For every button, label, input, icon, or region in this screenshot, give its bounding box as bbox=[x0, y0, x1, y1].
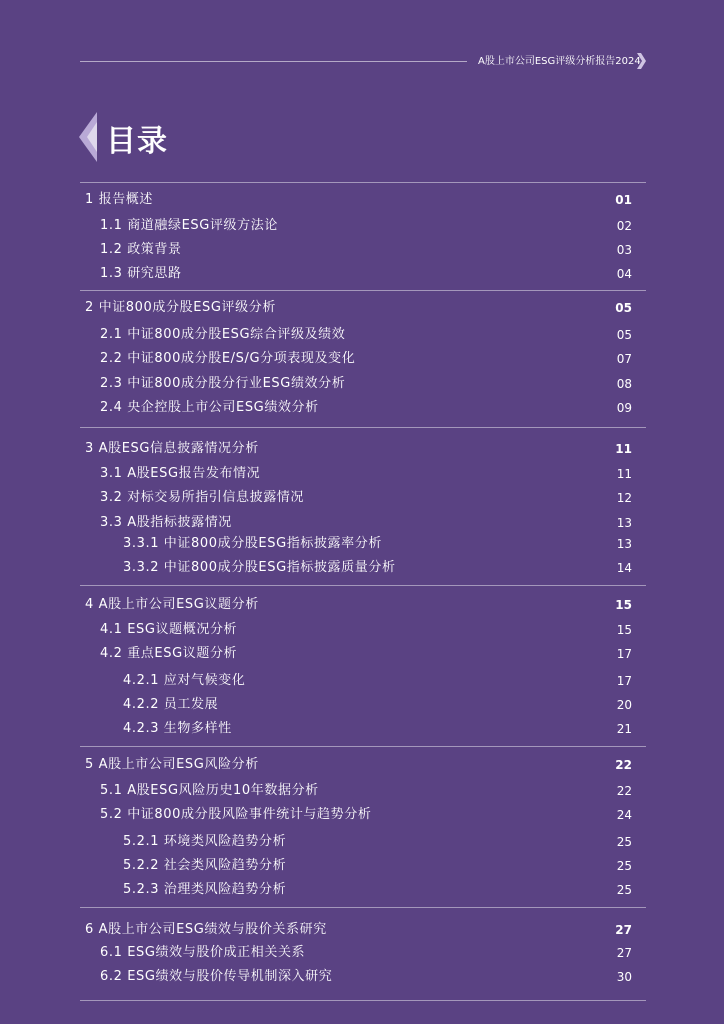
divider bbox=[80, 907, 646, 908]
toc-label: 5.2.2 社会类风险趋势分析 bbox=[123, 858, 287, 873]
toc-page-number: 03 bbox=[616, 243, 632, 257]
toc-label: 4.2.2 员工发展 bbox=[123, 697, 219, 712]
toc-label: 3.1 A股ESG报告发布情况 bbox=[100, 466, 261, 481]
toc-label: 5.2 中证800成分股风险事件统计与趋势分析 bbox=[100, 807, 372, 822]
toc-page-number: 05 bbox=[616, 328, 632, 342]
divider bbox=[80, 585, 646, 586]
toc-page-number: 25 bbox=[616, 883, 632, 897]
toc-item-1-2[interactable] bbox=[80, 240, 646, 260]
toc-label: 4.2.1 应对气候变化 bbox=[123, 673, 246, 688]
toc-item-2-4[interactable] bbox=[80, 398, 646, 418]
divider bbox=[80, 1000, 646, 1001]
toc-label: 3.3.2 中证800成分股ESG指标披露质量分析 bbox=[123, 560, 396, 575]
table-of-contents bbox=[80, 0, 646, 1024]
toc-item-3-3-1[interactable] bbox=[80, 534, 646, 554]
toc-item-2-2[interactable] bbox=[80, 349, 646, 369]
divider bbox=[80, 182, 646, 183]
toc-item-1-3[interactable] bbox=[80, 264, 646, 284]
toc-page-number: 14 bbox=[616, 561, 632, 575]
toc-label: 3.3.1 中证800成分股ESG指标披露率分析 bbox=[123, 536, 382, 551]
toc-page-number: 15 bbox=[616, 623, 632, 637]
toc-item-5-1[interactable] bbox=[80, 781, 646, 801]
toc-label: 2.4 央企控股上市公司ESG绩效分析 bbox=[100, 400, 319, 415]
toc-section-4[interactable] bbox=[80, 595, 646, 615]
toc-item-2-1[interactable] bbox=[80, 325, 646, 345]
toc-label: 3 A股ESG信息披露情况分析 bbox=[85, 441, 259, 456]
toc-item-5-2-2[interactable] bbox=[80, 856, 646, 876]
toc-page-number: 20 bbox=[616, 698, 632, 712]
toc-page-number: 22 bbox=[615, 758, 632, 772]
toc-label: 3.2 对标交易所指引信息披露情况 bbox=[100, 490, 305, 505]
toc-page-number: 07 bbox=[616, 352, 632, 366]
toc-label: 4.2 重点ESG议题分析 bbox=[100, 646, 238, 661]
divider bbox=[80, 427, 646, 428]
toc-label: 1.3 研究思路 bbox=[100, 266, 182, 281]
toc-label: 6 A股上市公司ESG绩效与股价关系研究 bbox=[85, 922, 327, 937]
report-title: A股上市公司ESG评级分析报告2024 bbox=[478, 56, 641, 67]
toc-item-1-1[interactable] bbox=[80, 216, 646, 236]
toc-page-number: 25 bbox=[616, 835, 632, 849]
toc-label: 2.2 中证800成分股E/S/G分项表现及变化 bbox=[100, 351, 356, 366]
divider bbox=[80, 746, 646, 747]
toc-section-6[interactable] bbox=[80, 920, 646, 940]
toc-page-number: 11 bbox=[616, 467, 632, 481]
toc-page-number: 30 bbox=[616, 970, 632, 984]
toc-label: 5.2.3 治理类风险趋势分析 bbox=[123, 882, 287, 897]
toc-item-3-3[interactable] bbox=[80, 513, 646, 533]
toc-section-1[interactable] bbox=[80, 190, 646, 210]
toc-page-number: 12 bbox=[616, 491, 632, 505]
toc-item-6-2[interactable] bbox=[80, 967, 646, 987]
toc-page-number: 27 bbox=[615, 923, 632, 937]
toc-item-4-2-1[interactable] bbox=[80, 671, 646, 691]
toc-section-2[interactable] bbox=[80, 298, 646, 318]
toc-page-number: 22 bbox=[616, 784, 632, 798]
page-title: 目录 bbox=[106, 124, 168, 159]
toc-page-number: 25 bbox=[616, 859, 632, 873]
toc-label: 5.2.1 环境类风险趋势分析 bbox=[123, 834, 287, 849]
toc-label: 5 A股上市公司ESG风险分析 bbox=[85, 757, 259, 772]
toc-page-number: 08 bbox=[616, 377, 632, 391]
toc-item-3-2[interactable] bbox=[80, 488, 646, 508]
toc-page-number: 24 bbox=[616, 808, 632, 822]
toc-item-6-1[interactable] bbox=[80, 943, 646, 963]
toc-page-number: 05 bbox=[615, 301, 632, 315]
toc-page-number: 13 bbox=[616, 516, 632, 530]
toc-label: 2.3 中证800成分股分行业ESG绩效分析 bbox=[100, 376, 346, 391]
toc-page-number: 15 bbox=[615, 598, 632, 612]
divider bbox=[80, 290, 646, 291]
toc-page-number: 17 bbox=[616, 674, 632, 688]
toc-item-4-2-2[interactable] bbox=[80, 695, 646, 715]
toc-label: 1.1 商道融绿ESG评级方法论 bbox=[100, 218, 278, 233]
toc-page-number: 04 bbox=[616, 267, 632, 281]
toc-page-number: 11 bbox=[615, 442, 632, 456]
toc-item-4-2[interactable] bbox=[80, 644, 646, 664]
toc-item-3-3-2[interactable] bbox=[80, 558, 646, 578]
toc-label: 1.2 政策背景 bbox=[100, 242, 182, 257]
toc-page-number: 21 bbox=[616, 722, 632, 736]
toc-label: 4 A股上市公司ESG议题分析 bbox=[85, 597, 259, 612]
toc-label: 6.2 ESG绩效与股价传导机制深入研究 bbox=[100, 969, 333, 984]
toc-label: 1 报告概述 bbox=[85, 192, 154, 207]
toc-label: 6.1 ESG绩效与股价成正相关关系 bbox=[100, 945, 306, 960]
toc-item-5-2-1[interactable] bbox=[80, 832, 646, 852]
toc-page-number: 01 bbox=[615, 193, 632, 207]
toc-item-5-2-3[interactable] bbox=[80, 880, 646, 900]
toc-label: 4.1 ESG议题概况分析 bbox=[100, 622, 238, 637]
toc-label: 2.1 中证800成分股ESG综合评级及绩效 bbox=[100, 327, 346, 342]
toc-item-4-2-3[interactable] bbox=[80, 719, 646, 739]
toc-page-number: 02 bbox=[616, 219, 632, 233]
toc-page-number: 13 bbox=[616, 537, 632, 551]
toc-label: 3.3 A股指标披露情况 bbox=[100, 515, 232, 530]
toc-page-number: 17 bbox=[616, 647, 632, 661]
toc-section-5[interactable] bbox=[80, 755, 646, 775]
toc-section-3[interactable] bbox=[80, 439, 646, 459]
toc-page-number: 27 bbox=[616, 946, 632, 960]
toc-item-5-2[interactable] bbox=[80, 805, 646, 825]
toc-item-2-3[interactable] bbox=[80, 374, 646, 394]
toc-label: 2 中证800成分股ESG评级分析 bbox=[85, 300, 276, 315]
toc-item-4-1[interactable] bbox=[80, 620, 646, 640]
toc-page-number: 09 bbox=[616, 401, 632, 415]
toc-label: 4.2.3 生物多样性 bbox=[123, 721, 232, 736]
toc-label: 5.1 A股ESG风险历史10年数据分析 bbox=[100, 783, 319, 798]
toc-item-3-1[interactable] bbox=[80, 464, 646, 484]
